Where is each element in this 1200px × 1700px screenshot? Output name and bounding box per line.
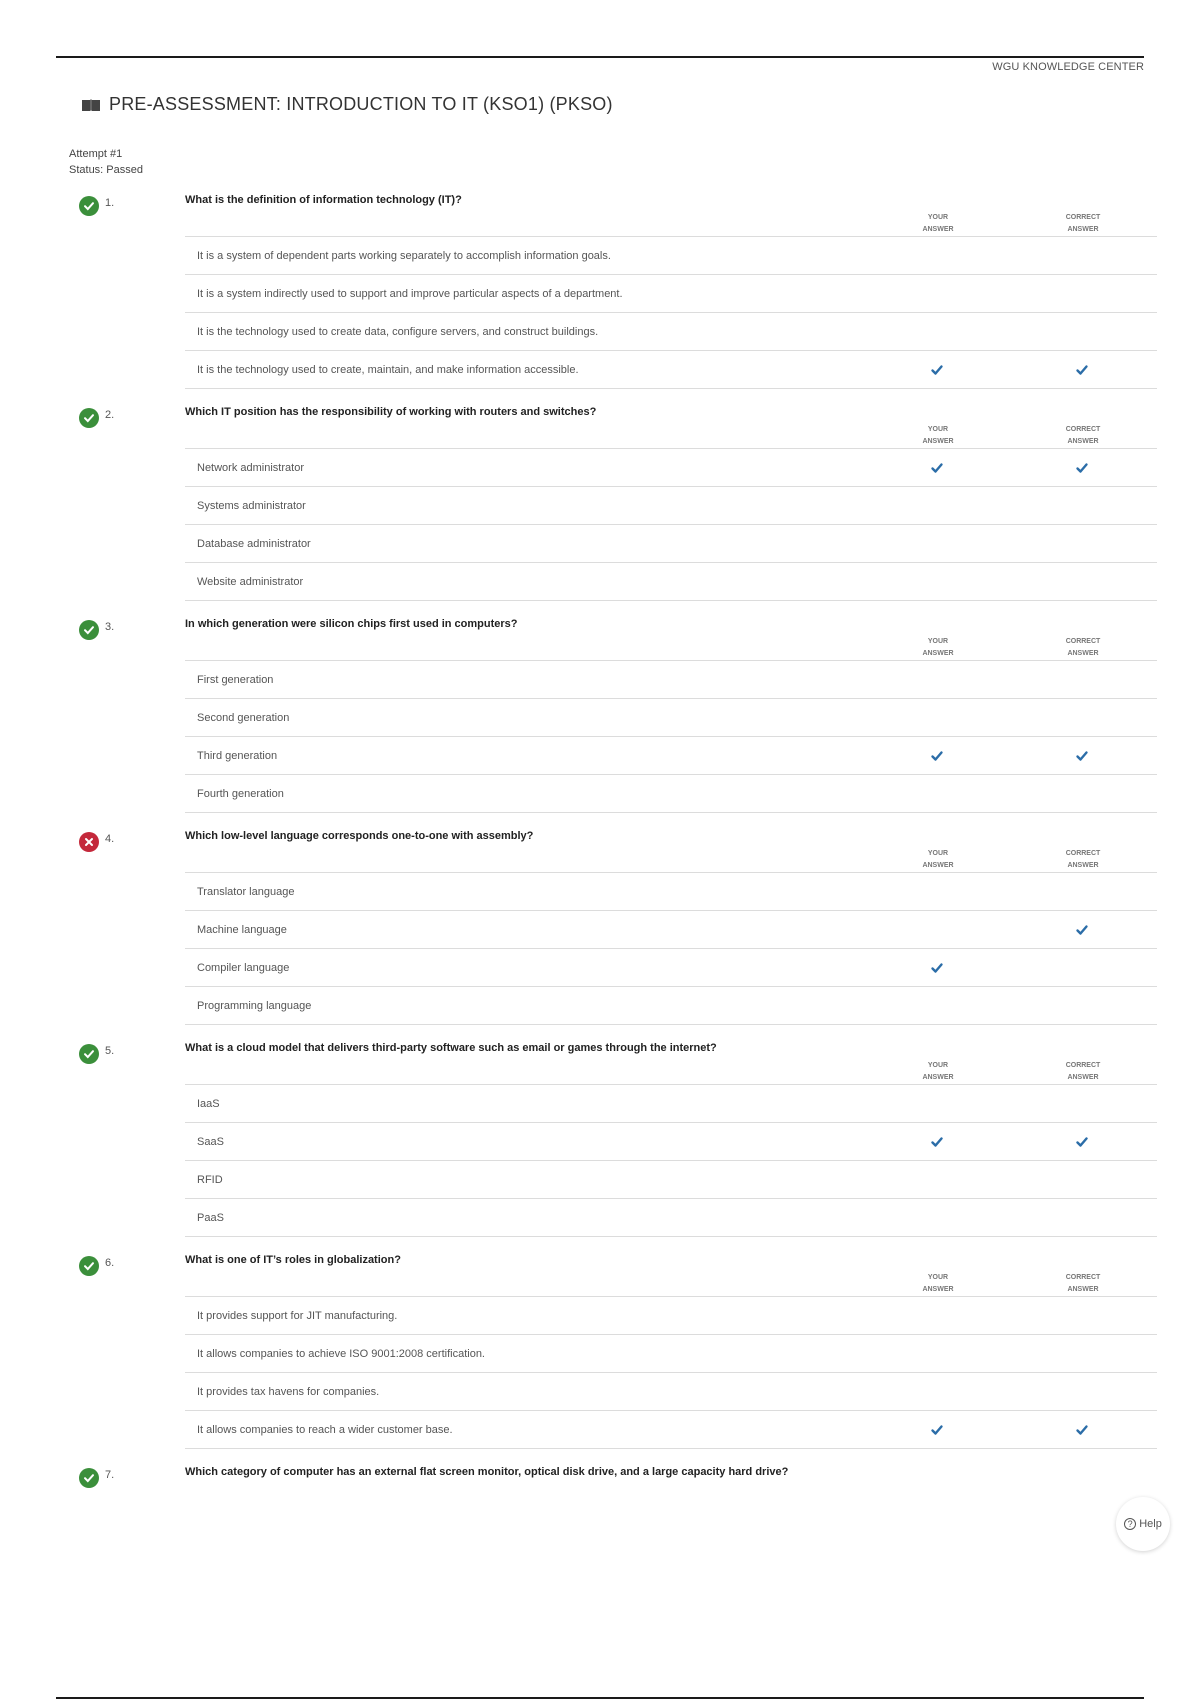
answer-option	[185, 313, 1157, 351]
checkmark-icon	[1075, 461, 1089, 475]
question-number: 6.	[105, 1257, 115, 1269]
checkmark-icon	[930, 363, 944, 377]
answer-option	[185, 275, 1157, 313]
answer-option-text: Machine language	[197, 924, 287, 936]
correct-answer-header-line: ANSWER	[1067, 1074, 1099, 1081]
help-label: Help	[1139, 1518, 1162, 1530]
assessment-title: PRE-ASSESSMENT: INTRODUCTION TO IT (KSO1) (PKSO)	[109, 94, 613, 114]
x-circle-icon	[79, 832, 99, 852]
your-answer-header-line: ANSWER	[922, 226, 954, 233]
your-answer-header	[893, 212, 983, 236]
answer-option-text: It is a system indirectly used to support and improve particular aspects of a department.	[197, 288, 623, 300]
answer-option	[185, 661, 1157, 699]
question-5	[0, 1038, 1200, 1250]
answer-option	[185, 987, 1157, 1025]
correct-answer-header	[1038, 1272, 1128, 1296]
answer-options	[185, 448, 1157, 601]
question-text: What is one of IT’s roles in globalization?	[185, 1254, 401, 1266]
answer-option-text: SaaS	[197, 1136, 224, 1148]
checkmark-icon	[1075, 363, 1089, 377]
answer-option-text: PaaS	[197, 1212, 224, 1224]
answer-option-text: Network administrator	[197, 462, 304, 474]
page-title	[81, 94, 613, 115]
checkmark-icon	[1075, 1135, 1089, 1149]
question-text: What is a cloud model that delivers third-party software such as email or games through the internet?	[185, 1042, 717, 1054]
answer-option-text: It provides tax havens for companies.	[197, 1386, 380, 1398]
answer-option-text: IaaS	[197, 1098, 220, 1110]
your-answer-header	[893, 1060, 983, 1084]
correct-answer-header-line: ANSWER	[1067, 862, 1099, 869]
your-answer-header-line: YOUR	[927, 426, 949, 433]
correct-answer-header-line: CORRECT	[1065, 850, 1101, 857]
correct-answer-header-line: CORRECT	[1065, 638, 1101, 645]
answer-option	[185, 873, 1157, 911]
attempt-info	[69, 146, 143, 178]
answer-option-text: It is the technology used to create, maintain, and make information accessible.	[197, 364, 579, 376]
answer-options	[185, 872, 1157, 1025]
brand-label: WGU KNOWLEDGE CENTER	[992, 61, 1144, 73]
answer-option	[185, 1161, 1157, 1199]
question-list	[0, 190, 1200, 1522]
bottom-rule	[56, 1697, 1144, 1699]
answer-options	[185, 236, 1157, 389]
checkmark-icon	[930, 1135, 944, 1149]
question-number: 7.	[105, 1469, 115, 1481]
question-3	[0, 614, 1200, 826]
answer-option-text: Database administrator	[197, 538, 311, 550]
question-number: 3.	[105, 621, 115, 633]
answer-option	[185, 237, 1157, 275]
correct-answer-header-line: ANSWER	[1067, 438, 1099, 445]
check-circle-icon	[79, 620, 99, 640]
correct-answer-header-line: CORRECT	[1065, 1062, 1101, 1069]
answer-option	[185, 1335, 1157, 1373]
help-button[interactable]	[1116, 1497, 1170, 1551]
answer-option	[185, 487, 1157, 525]
checkmark-icon	[1075, 923, 1089, 937]
help-icon: ?	[1124, 1518, 1136, 1530]
correct-answer-header	[1038, 424, 1128, 448]
check-circle-icon	[79, 196, 99, 216]
question-2	[0, 402, 1200, 614]
answer-option-text: It allows companies to achieve ISO 9001:2008 certification.	[197, 1348, 485, 1360]
your-answer-header-line: ANSWER	[922, 1286, 954, 1293]
question-text: Which category of computer has an external flat screen monitor, optical disk drive, and a large capacity hard drive?	[185, 1466, 789, 1478]
correct-answer-header	[1038, 212, 1128, 236]
answer-option-text: It provides support for JIT manufacturing.	[197, 1310, 398, 1322]
your-answer-header	[893, 1272, 983, 1296]
answer-option	[185, 911, 1157, 949]
answer-options	[185, 1084, 1157, 1237]
your-answer-header-line: ANSWER	[922, 650, 954, 657]
check-circle-icon	[79, 408, 99, 428]
question-number: 5.	[105, 1045, 115, 1057]
answer-option	[185, 775, 1157, 813]
answer-option	[185, 1297, 1157, 1335]
answer-options	[185, 1296, 1157, 1449]
question-7	[0, 1462, 1200, 1522]
question-text: What is the definition of information technology (IT)?	[185, 194, 462, 206]
answer-option	[185, 1085, 1157, 1123]
your-answer-header-line: YOUR	[927, 214, 949, 221]
answer-option-text: Translator language	[197, 886, 295, 898]
answer-option	[185, 1199, 1157, 1237]
answer-option-text: Third generation	[197, 750, 278, 762]
answer-option	[185, 737, 1157, 775]
correct-answer-header-line: CORRECT	[1065, 1274, 1101, 1281]
your-answer-header	[893, 848, 983, 872]
answer-option	[185, 1123, 1157, 1161]
answer-option	[185, 1373, 1157, 1411]
checkmark-icon	[930, 1423, 944, 1437]
question-text: Which IT position has the responsibility of working with routers and switches?	[185, 406, 597, 418]
your-answer-header	[893, 424, 983, 448]
checkmark-icon	[1075, 1423, 1089, 1437]
question-1	[0, 190, 1200, 402]
check-circle-icon	[79, 1468, 99, 1488]
answer-option-text: It allows companies to reach a wider customer base.	[197, 1424, 453, 1436]
answer-option	[185, 525, 1157, 563]
answer-option-text: Compiler language	[197, 962, 290, 974]
correct-answer-header-line: ANSWER	[1067, 650, 1099, 657]
attempt-number: Attempt #1	[69, 148, 123, 160]
question-4	[0, 826, 1200, 1038]
question-number: 1.	[105, 197, 115, 209]
your-answer-header-line: ANSWER	[922, 862, 954, 869]
answer-option-text: First generation	[197, 674, 274, 686]
correct-answer-header-line: ANSWER	[1067, 226, 1099, 233]
answer-option	[185, 563, 1157, 601]
your-answer-header-line: YOUR	[927, 638, 949, 645]
correct-answer-header-line: CORRECT	[1065, 214, 1101, 221]
book-icon	[81, 98, 101, 112]
top-rule	[56, 56, 1144, 58]
your-answer-header-line: YOUR	[927, 1274, 949, 1281]
answer-option	[185, 449, 1157, 487]
correct-answer-header	[1038, 636, 1128, 660]
answer-option-text: Website administrator	[197, 576, 304, 588]
correct-answer-header-line: ANSWER	[1067, 1286, 1099, 1293]
check-circle-icon	[79, 1044, 99, 1064]
answer-option	[185, 351, 1157, 389]
answer-option	[185, 949, 1157, 987]
answer-option	[185, 699, 1157, 737]
check-circle-icon	[79, 1256, 99, 1276]
correct-answer-header	[1038, 1060, 1128, 1084]
answer-options	[185, 660, 1157, 813]
checkmark-icon	[930, 749, 944, 763]
answer-option-text: It is a system of dependent parts working separately to accomplish information goals.	[197, 250, 611, 262]
correct-answer-header	[1038, 848, 1128, 872]
answer-option-text: It is the technology used to create data, configure servers, and construct buildings.	[197, 326, 599, 338]
answer-option-text: Fourth generation	[197, 788, 284, 800]
answer-option-text: Second generation	[197, 712, 290, 724]
question-text: Which low-level language corresponds one-to-one with assembly?	[185, 830, 534, 842]
question-6	[0, 1250, 1200, 1462]
checkmark-icon	[930, 961, 944, 975]
question-number: 4.	[105, 833, 115, 845]
question-number: 2.	[105, 409, 115, 421]
attempt-status: Status: Passed	[69, 164, 143, 176]
answer-option	[185, 1411, 1157, 1449]
correct-answer-header-line: CORRECT	[1065, 426, 1101, 433]
your-answer-header-line: YOUR	[927, 1062, 949, 1069]
question-text: In which generation were silicon chips first used in computers?	[185, 618, 518, 630]
answer-option-text: RFID	[197, 1174, 223, 1186]
your-answer-header-line: ANSWER	[922, 1074, 954, 1081]
checkmark-icon	[1075, 749, 1089, 763]
checkmark-icon	[930, 461, 944, 475]
your-answer-header-line: ANSWER	[922, 438, 954, 445]
your-answer-header	[893, 636, 983, 660]
answer-option-text: Systems administrator	[197, 500, 306, 512]
answer-option-text: Programming language	[197, 1000, 312, 1012]
your-answer-header-line: YOUR	[927, 850, 949, 857]
